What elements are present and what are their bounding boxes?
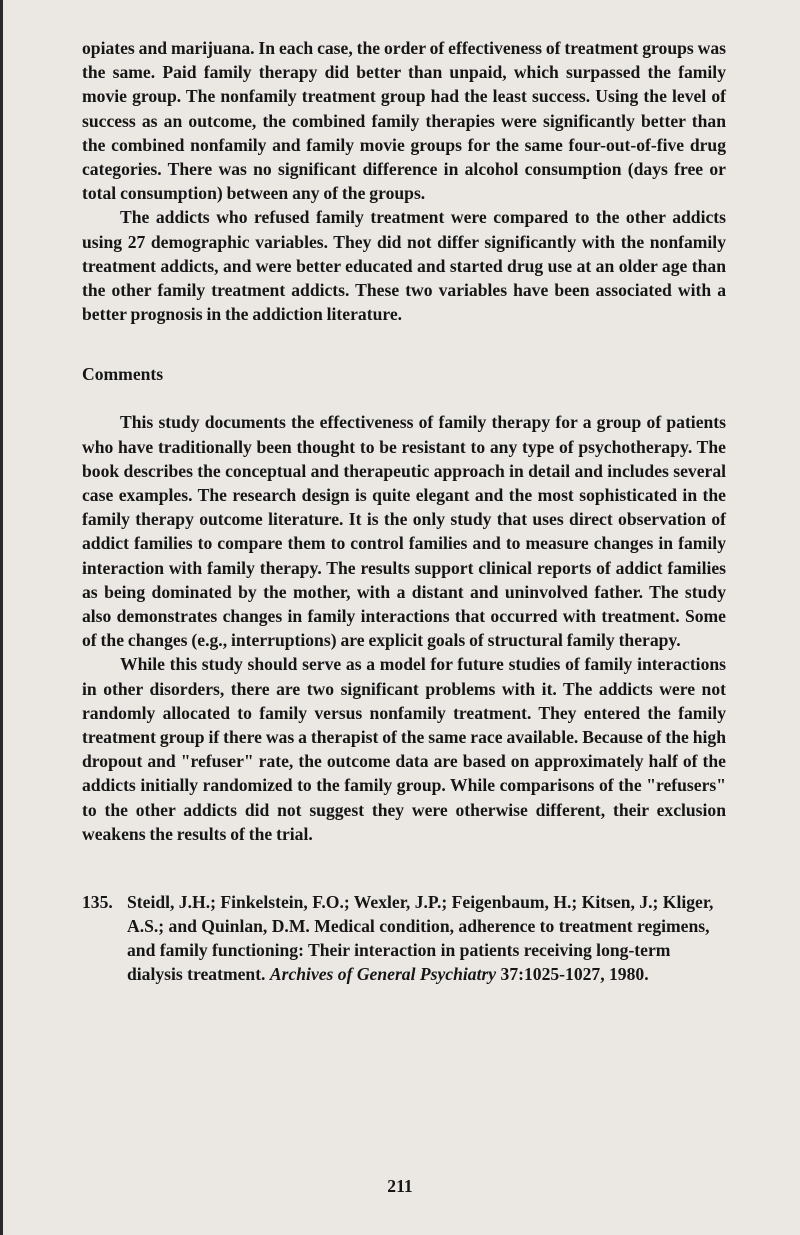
comments-paragraph-1: This study documents the effectiveness of family therapy for a group of patients who have traditionally been thought to be resistant to any type of psychotherapy. The book describes the conceptual and therapeutic approach in detail and includes several case examples. The research design is quite elegant and the most sophisticated in the family therapy outcome literature. It is the only study that uses direct observation of addict families to compare them to control families and to measure changes in family interaction with family therapy. The results support clinical reports of addict families as being dominated by the mother, with a distant and uninvolved father. The study also demonstrates changes in family interactions that occurred with treatment. Some of the changes (e.g., interruptions) are explicit goals of structural family therapy. [82,412,726,651]
page-content [82,36,726,986]
reference-number: 135. [82,892,113,913]
page-edge [0,0,3,1235]
comments-heading: Comments [82,364,164,385]
reference-journal: Archives of General Psychiatry [269,964,497,985]
comments-paragraph-2: While this study should serve as a model for future studies of family interactions in other disorders, there are two significant problems with it. The addicts were not randomly allocated to family versus nonfamily treatment. They entered the family treatment group if there was a therapist of the same race available. Because of the high dropout and "refuser" rate, the outcome data are based on approximately half of the addicts initially randomized to the family group. While comparisons of the "refusers" to the other addicts did not suggest they were otherwise different, their exclusion weakens the results of the trial. [82,654,726,844]
results-paragraph-1: opiates and marijuana. In each case, the order of effectiveness of treatment groups was the same. Paid family therapy did better than unpaid, which surpassed the family movie group. The nonfamily treatment group had the least success. Using the level of success as an outcome, the combined family therapies were significantly better than the combined nonfamily and family movie groups for the same four-out-of-five drug categories. There was no significant difference in alcohol consumption (days free or total consumption) between any of the groups. [82,38,726,204]
reference-citation: 37:1025-1027, 1980. [500,964,649,985]
reference-authors-title: Steidl, J.H.; Finkelstein, F.O.; Wexler, J.P.; Feigenbaum, H.; Kitsen, J.; Kliger, A.S.; and Quinlan, D.M. Medical condition, adherence to treatment regimens, and family functioning: Their interaction in patients receiving long-term dialysis treatment. [127,892,714,985]
reference-entry [82,890,726,986]
page-number: 211 [387,1176,413,1196]
results-paragraph-2: The addicts who refused family treatment were compared to the other addicts using 27 demographic variables. They did not differ significantly with the nonfamily treatment addicts, and were better educated and started drug use at an older age than the other family treatment addicts. These two variables have been associated with a better prognosis in the addiction literature. [82,207,726,325]
reference-body [127,890,726,986]
